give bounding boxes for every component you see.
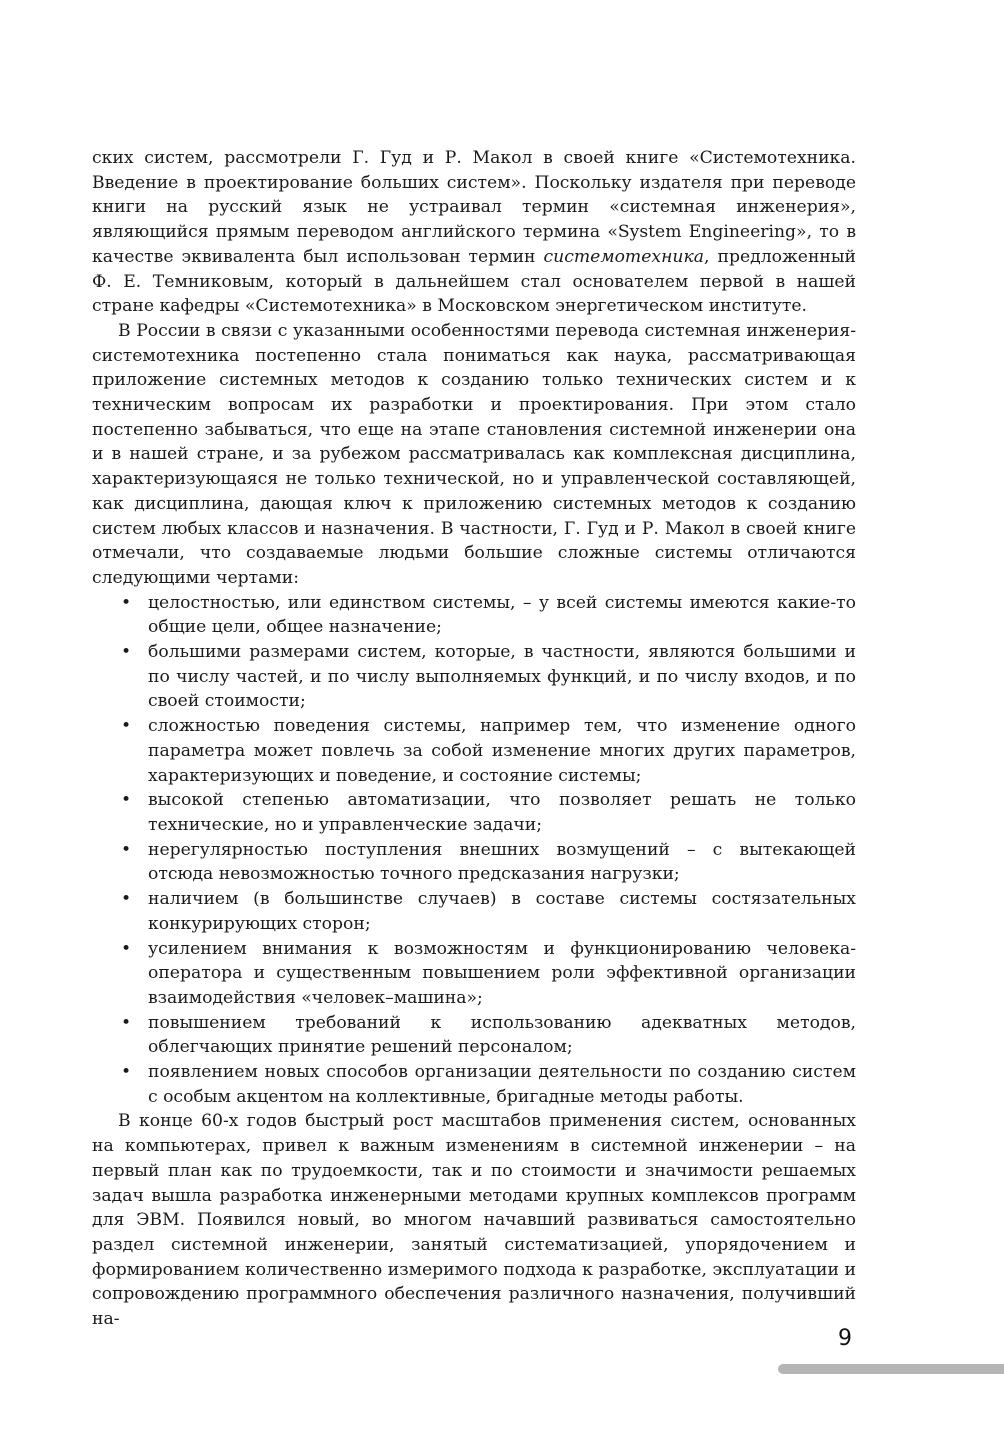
paragraph-1 xyxy=(92,146,856,319)
bullet-icon: • xyxy=(121,1062,132,1083)
list-item xyxy=(92,1060,856,1109)
bullet-icon: • xyxy=(121,592,132,613)
paragraph-3: В конце 60-х годов быстрый рост масштабов применения систем, основанных на компьютерах, привел к важным изменениям в системной инженерии – на первый план как по трудоемкости, так и по стоимости и значимости решаемых задач вышла разработка инженерными методами крупных комплексов программ для ЭВМ. Появился новый, во многом начавший развиваться самостоятельно раздел системной инженерии, занятый систематизацией, упорядочением и формированием количественно измеримого подхода к разработке, эксплуатации и сопровождению программного обеспечения различного назначения, получивший на- xyxy=(92,1111,856,1330)
bullet-icon: • xyxy=(121,889,132,910)
paragraph-1-text-after: , предложенный Ф. Е. Темниковым, который в дальнейшем стал основателем первой в нашей стране кафедры «Системотехника» в Московском энергетическом институте. xyxy=(92,246,856,317)
list-item xyxy=(92,887,856,936)
list-item-text: нерегулярностью поступления внешних возмущений – с вытекающей отсюда невозможностью точного предсказания нагрузки; xyxy=(148,839,856,885)
bullet-icon: • xyxy=(121,839,132,860)
bullet-icon: • xyxy=(121,642,132,663)
list-item xyxy=(92,591,856,640)
list-item xyxy=(92,788,856,837)
bullet-icon: • xyxy=(121,790,132,811)
list-item xyxy=(92,640,856,714)
list-item-text: большими размерами систем, которые, в частности, являются большими и по числу частей, и по числу выполняемых функций, и по числу входов, и по своей стоимости; xyxy=(148,642,856,712)
list-item xyxy=(92,1011,856,1060)
italic-term: системотехника xyxy=(543,246,704,267)
list-item-text: появлением новых способов организации деятельности по созданию систем с особым акцентом на коллективные, бригадные методы работы. xyxy=(148,1062,856,1107)
list-item xyxy=(92,937,856,1011)
list-item xyxy=(92,714,856,788)
list-item-text: усилением внимания к возможностям и функционированию человека-оператора и существенным повышением роли эффективной организации взаимодействия «человек–машина»; xyxy=(148,938,856,1008)
bullet-icon: • xyxy=(121,938,132,959)
features-list xyxy=(92,591,856,1110)
list-item-text: наличием (в большинстве случаев) в составе системы состязательных конкурирующих сторон; xyxy=(148,889,856,934)
bullet-icon: • xyxy=(121,716,132,737)
list-item-text: целостностью, или единством системы, – у всей системы имеются какие-то общие цели, общее назначение; xyxy=(148,592,856,638)
page-number: 9 xyxy=(838,1326,852,1351)
footer-decorative-bar xyxy=(778,1364,1004,1374)
paragraph-2: В России в связи с указанными особенностями перевода системная инженерия-системотехника постепенно стала пониматься как наука, рассматривающая приложение системных методов к созданию только технических систем и к техническим вопросам их разработки и проектирования. При этом стало постепенно забываться, что еще на этапе становления системной инженерии она и в нашей стране, и за рубежом рассматривалась как комплексная дисциплина, характеризующаяся не только технической, но и управленческой составляющей, как дисциплина, дающая ключ к приложению системных методов к созданию систем любых классов и назначения. В частности, Г. Гуд и Р. Макол в своей книге отмечали, что создаваемые людьми большие сложные системы отличаются следующими чертами: xyxy=(92,320,856,588)
paragraph-1-text-before: ских систем, рассмотрели Г. Гуд и Р. Макол в своей книге «Системотехника. Введение в проектирование больших систем». Поскольку издателя при переводе книги на русский язык не устраивал термин «системная инженерия», являющийся прямым переводом английского термина «System Engineering», то в качестве эквивалента был использован термин xyxy=(92,148,856,267)
list-item-text: высокой степенью автоматизации, что позволяет решать не только технические, но и управленческие задачи; xyxy=(148,790,856,835)
list-item-text: сложностью поведения системы, например тем, что изменение одного параметра может повлечь за собой изменение многих других параметров, характеризующих и поведение, и состояние системы; xyxy=(148,716,856,786)
list-item xyxy=(92,838,856,887)
page-body xyxy=(92,146,856,1332)
bullet-icon: • xyxy=(121,1012,132,1033)
list-item-text: повышением требований к использованию адекватных методов, облегчающих принятие решений персоналом; xyxy=(148,1012,856,1058)
